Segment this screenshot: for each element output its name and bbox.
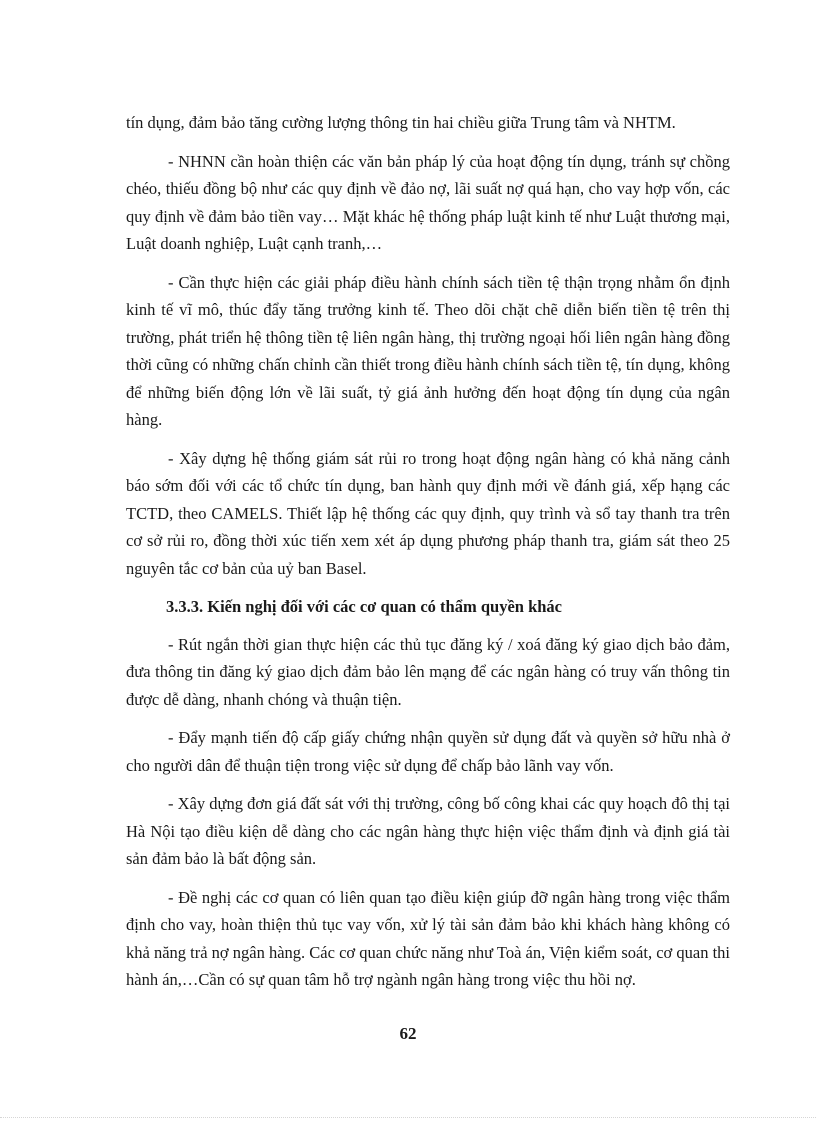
paragraph-land-certificates: - Đẩy mạnh tiến độ cấp giấy chứng nhận quyền sử dụng đất và quyền sở hữu nhà ở cho người dân để thuận tiện trong việc sử dụng để chấp bảo lãnh vay vốn.	[126, 728, 730, 775]
paragraph-land-pricing: - Xây dựng đơn giá đất sát với thị trường, công bố công khai các quy hoạch đô thị tại Hà Nội tạo điều kiện dễ dàng cho các ngân hàng thực hiện việc thẩm định và định giá tài sản đảm bảo là bất động sản.	[126, 794, 730, 868]
paragraph-continuation: tín dụng, đảm bảo tăng cường lượng thông tin hai chiều giữa Trung tâm và NHTM.	[126, 113, 676, 132]
paragraph-legal-framework: - NHNN cần hoàn thiện các văn bản pháp lý của hoạt động tín dụng, tránh sự chồng chéo, thiếu đồng bộ như các quy định về đảo nợ, lãi suất nợ quá hạn, cho vay hợp vốn, các quy định về đảm bảo tiền vay… Mặt khác hệ thống pháp luật kinh tế như Luật thương mại, Luật doanh nghiệp, Luật cạnh tranh,…	[126, 151, 730, 253]
paragraph-risk-supervision: - Xây dựng hệ thống giám sát rủi ro trong hoạt động ngân hàng có khả năng cảnh báo sớm đối với các tổ chức tín dụng, ban hành quy định mới về đánh giá, xếp hạng các TCTD, theo CAMELS. Thiết lập hệ thống các quy định, quy trình và sổ tay thanh tra trên cơ sở rủi ro, đồng thời xúc tiến xem xét áp dụng phương pháp thanh tra, giám sát theo 25 nguyên tắc cơ bản của uỷ ban Basel.	[126, 448, 730, 578]
section-heading: 3.3.3. Kiến nghị đối với các cơ quan có thẩm quyền khác	[166, 597, 562, 616]
paragraph-registration: - Rút ngắn thời gian thực hiện các thủ tục đăng ký / xoá đăng ký giao dịch bảo đảm, đưa thông tin đăng ký giao dịch đảm bảo lên mạng để các ngân hàng có truy vấn thông tin được dễ dàng, nhanh chóng và thuận tiện.	[126, 634, 730, 709]
page-body	[126, 109, 730, 1005]
paragraph-agency-support: - Đề nghị các cơ quan có liên quan tạo điều kiện giúp đỡ ngân hàng trong việc thẩm định cho vay, hoàn thiện thủ tục vay vốn, xử lý tài sản đảm bảo khi khách hàng không có khả năng trả nợ ngân hàng. Các cơ quan chức năng như Toà án, Viện kiểm soát, cơ quan thi hành án,…Cần có sự quan tâm hỗ trợ ngành ngân hàng trong việc thu hồi nợ.	[126, 887, 730, 989]
footer-divider	[0, 1117, 816, 1118]
paragraph-monetary-policy: - Cần thực hiện các giải pháp điều hành chính sách tiền tệ thận trọng nhằm ổn định kinh tế vĩ mô, thúc đẩy tăng trưởng kinh tế. Theo dõi chặt chẽ diễn biến tiền tệ trên thị trường, phát triển hệ thông tiền tệ liên ngân hàng, thị trường ngoại hối liên ngân hàng đồng thời cũng có những chấn chỉnh cần thiết trong điều hành chính sách tiền tệ, tín dụng, không để những biến động lớn về lãi suất, tỷ giá ảnh hưởng đến hoạt động tín dụng của ngân hàng.	[126, 272, 730, 429]
page-number: 62	[399, 1024, 417, 1043]
